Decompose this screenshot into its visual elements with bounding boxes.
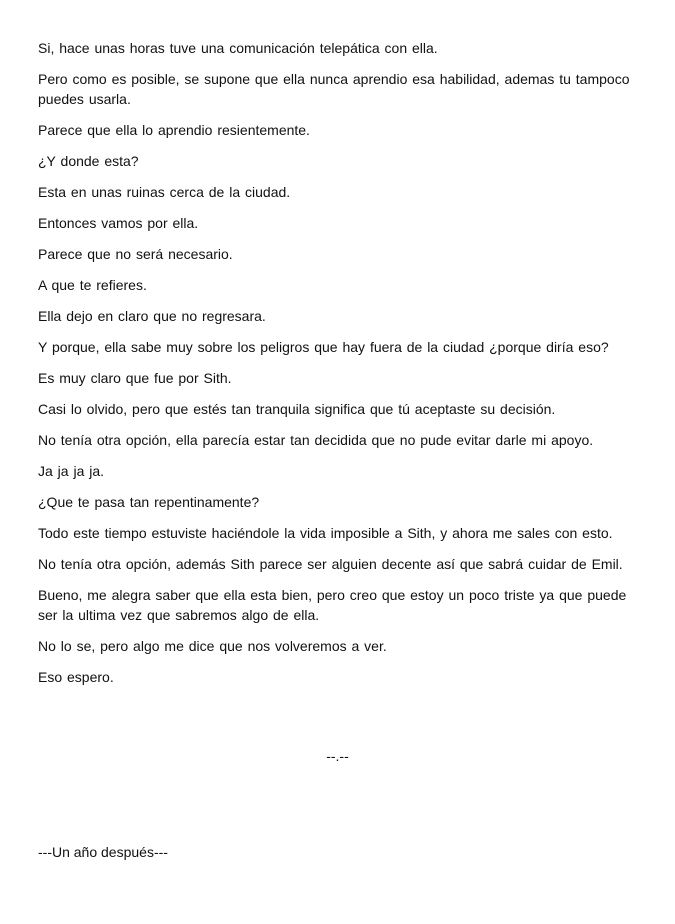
paragraph: Eso espero.: [38, 669, 114, 685]
paragraph: Y porque, ella sabe muy sobre los peligros que hay fuera de la ciudad ¿porque diría eso?: [38, 339, 609, 355]
paragraph: Casi lo olvido, pero que estés tan tranquila significa que tú aceptaste su decisión.: [38, 401, 556, 417]
paragraph: No tenía otra opción, además Sith parece ser alguien decente así que sabrá cuidar de Emil.: [38, 556, 623, 572]
paragraph: No lo se, pero algo me dice que nos volveremos a ver.: [38, 638, 387, 654]
paragraph: Ja ja ja ja.: [38, 463, 105, 479]
section-separator: --.--: [326, 748, 349, 764]
paragraph: Parece que ella lo aprendio resientemente.: [38, 122, 310, 138]
paragraph: Esta en unas ruinas cerca de la ciudad.: [38, 184, 291, 200]
paragraph: Si, hace unas horas tuve una comunicación telepática con ella.: [38, 40, 438, 56]
time-skip-note: ---Un año después---: [38, 844, 168, 860]
paragraph: Parece que no será necesario.: [38, 246, 233, 262]
paragraph: No tenía otra opción, ella parecía estar tan decidida que no pude evitar darle mi apoyo.: [38, 432, 594, 448]
paragraph: A que te refieres.: [38, 277, 147, 293]
paragraph: Entonces vamos por ella.: [38, 215, 199, 231]
document-body: [38, 38, 638, 698]
paragraph: Todo este tiempo estuviste haciéndole la vida imposible a Sith, y ahora me sales con esto.: [38, 525, 613, 541]
paragraph: Pero como es posible, se supone que ella nunca aprendio esa habilidad, ademas tu tampoco puedes usarla.: [38, 71, 630, 107]
paragraph: Es muy claro que fue por Sith.: [38, 370, 232, 386]
paragraph: Bueno, me alegra saber que ella esta bien, pero creo que estoy un poco triste ya que puede ser la ultima vez que sabremos algo de ella.: [38, 587, 627, 623]
paragraph: Ella dejo en claro que no regresara.: [38, 308, 266, 324]
paragraph: ¿Y donde esta?: [38, 153, 139, 169]
paragraph: ¿Que te pasa tan repentinamente?: [38, 494, 260, 510]
